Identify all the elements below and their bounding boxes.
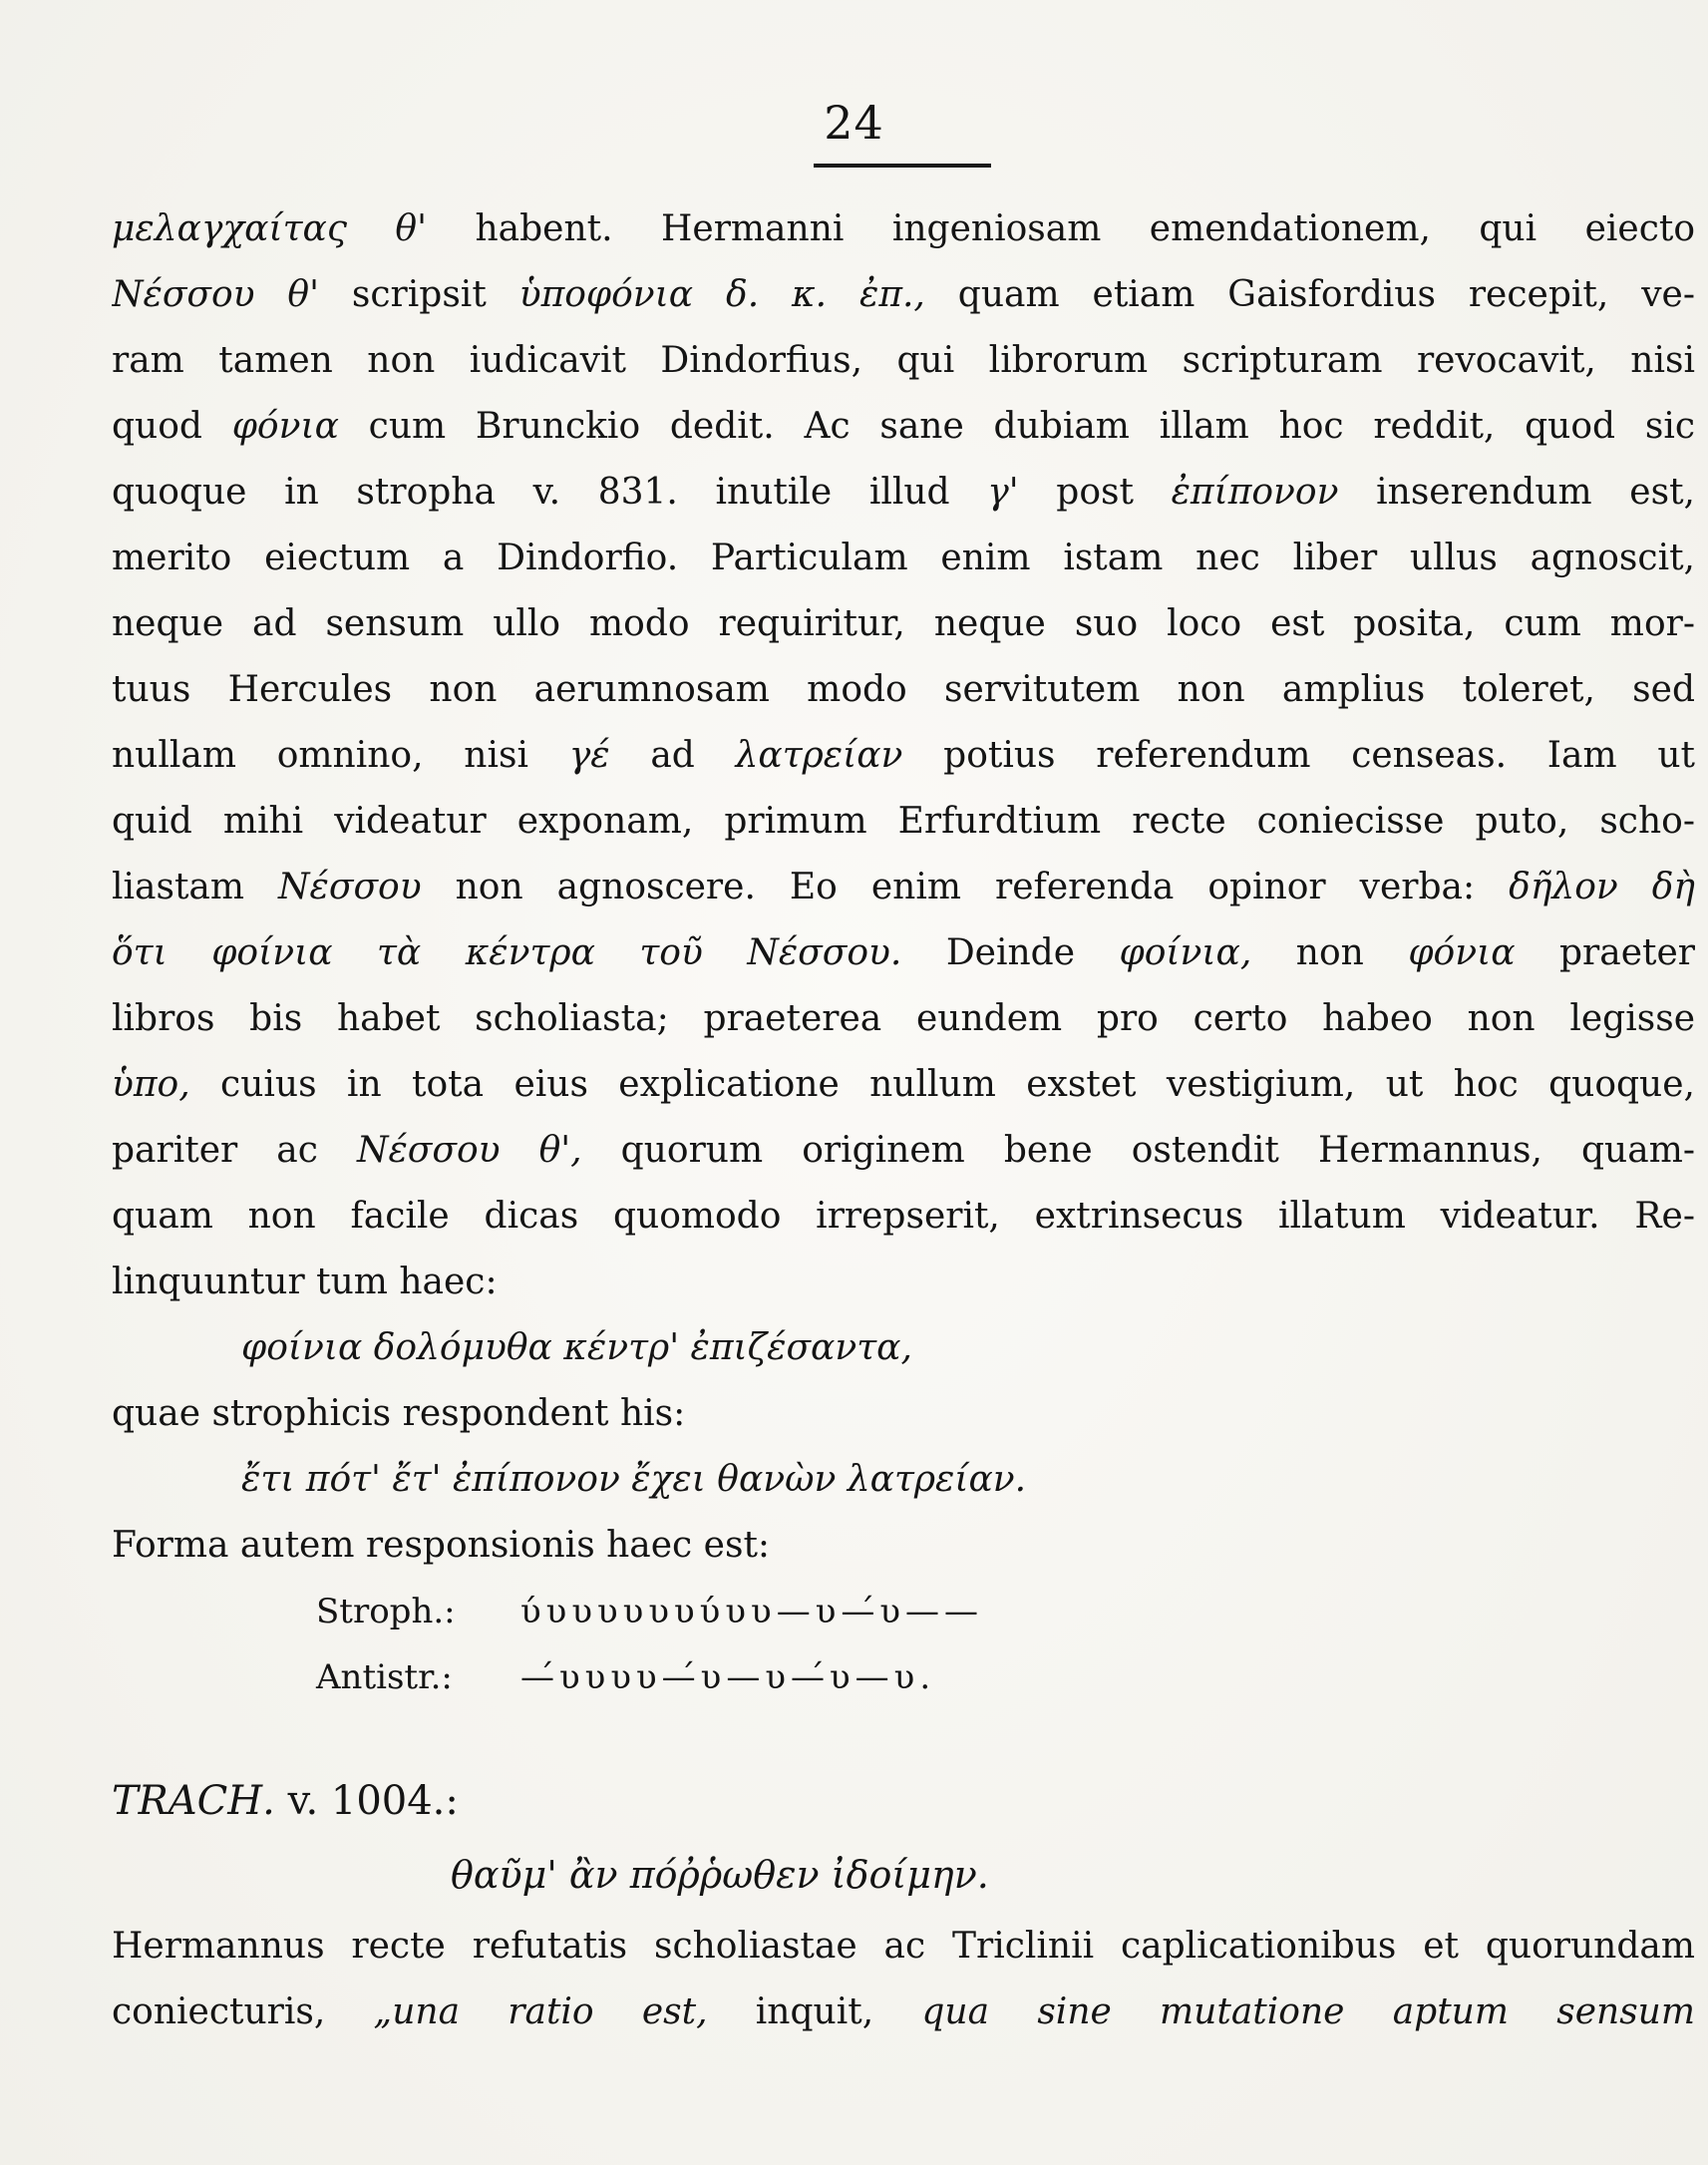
text-line: Hermannus recte refutatis scholiastae ac Triclinii caplicationibus et quorundam (112, 1926, 1695, 1967)
section-heading (112, 1766, 1695, 1836)
text-line: ram tamen non iudicavit Dindorfius, qui librorum scripturam revocavit, nisi (112, 340, 1695, 381)
heading-title: TRACH. (112, 1778, 275, 1824)
text-line: quid mihi videatur exponam, primum Erfurdtium recte coniecisse puto, scho- (112, 801, 1695, 842)
text-line: tuus Hercules non aerumnosam modo servitutem non amplius toleret, sed (112, 669, 1695, 710)
text-body (112, 196, 1695, 2045)
section-gap (112, 1710, 1695, 1766)
page-number-rule (814, 164, 991, 168)
text-line: quae strophicis respondent his: (112, 1393, 686, 1434)
page-number: 24 (824, 96, 884, 150)
text-line: nullam omnino, nisi γέ ad λατρείαν potius referendum censeas. Iam ut (112, 735, 1695, 776)
text-line: quod φόνια cum Brunckio dedit. Ac sane dubiam illam hoc reddit, quod sic (112, 406, 1695, 447)
text-line: coniecturis, „una ratio est, inquit, qua sine mutatione aptum sensum (112, 1991, 1695, 2032)
metre-label: Stroph.: (316, 1592, 456, 1631)
metre-scheme-antistrophe (112, 1644, 1695, 1710)
metre-pattern: ύυυυυυυύυυ—υ—́υ—— (520, 1592, 984, 1631)
text-line: libros bis habet scholiasta; praeterea eundem pro certo habeo non legisse (112, 998, 1695, 1039)
text-line: Forma autem responsionis haec est: (112, 1525, 771, 1566)
text-line: neque ad sensum ullo modo requiritur, neque suo loco est posita, cum mor- (112, 603, 1695, 644)
metre-pattern: —́υυυυ—́υ—υ—́υ—υ. (520, 1657, 936, 1697)
greek-quotation: ἔτι πότ' ἔτ' ἐπίπονον ἔχει θανὼν λατρείαν. (241, 1459, 1027, 1500)
text-line: linquuntur tum haec: (112, 1262, 498, 1302)
text-line: liastam Νέσσου non agnoscere. Eo enim referenda opinor verba: δῆλον δὴ (112, 867, 1695, 907)
metre-scheme-strophe (112, 1579, 1695, 1644)
text-line: Νέσσου θ' scripsit ὑποφόνια δ. κ. ἐπ., quam etiam Gaisfordius recepit, ve- (112, 274, 1695, 315)
text-line: quam non facile dicas quomodo irrepserit, extrinsecus illatum videatur. Re- (112, 1196, 1695, 1237)
text-line: quoque in stropha v. 831. inutile illud γ' post ἐπίπονον inserendum est, (112, 472, 1695, 513)
greek-quotation: φοίνια δολόμυθα κέντρ' ἐπιζέσαντα, (241, 1327, 912, 1368)
text-line: pariter ac Νέσσου θ', quorum originem bene ostendit Hermannus, quam- (112, 1130, 1695, 1171)
text-line: μελαγχαίτας θ' habent. Hermanni ingeniosam emendationem, qui eiecto (112, 208, 1695, 249)
text-line: ὑπο, cuius in tota eius explicatione nullum exstet vestigium, ut hoc quoque, (112, 1064, 1695, 1105)
metre-label: Antistr.: (316, 1657, 453, 1697)
heading-verse: v. 1004.: (274, 1778, 459, 1824)
heading-quotation: θαῦμ' ἂν πόῤῥωθεν ἰδοίμην. (451, 1853, 989, 1897)
text-line: merito eiectum a Dindorfio. Particulam enim istam nec liber ullus agnoscit, (112, 538, 1695, 578)
text-line: ὅτι φοίνια τὰ κέντρα τοῦ Νέσσου. Deinde φοίνια, non φόνια praeter (112, 932, 1695, 973)
